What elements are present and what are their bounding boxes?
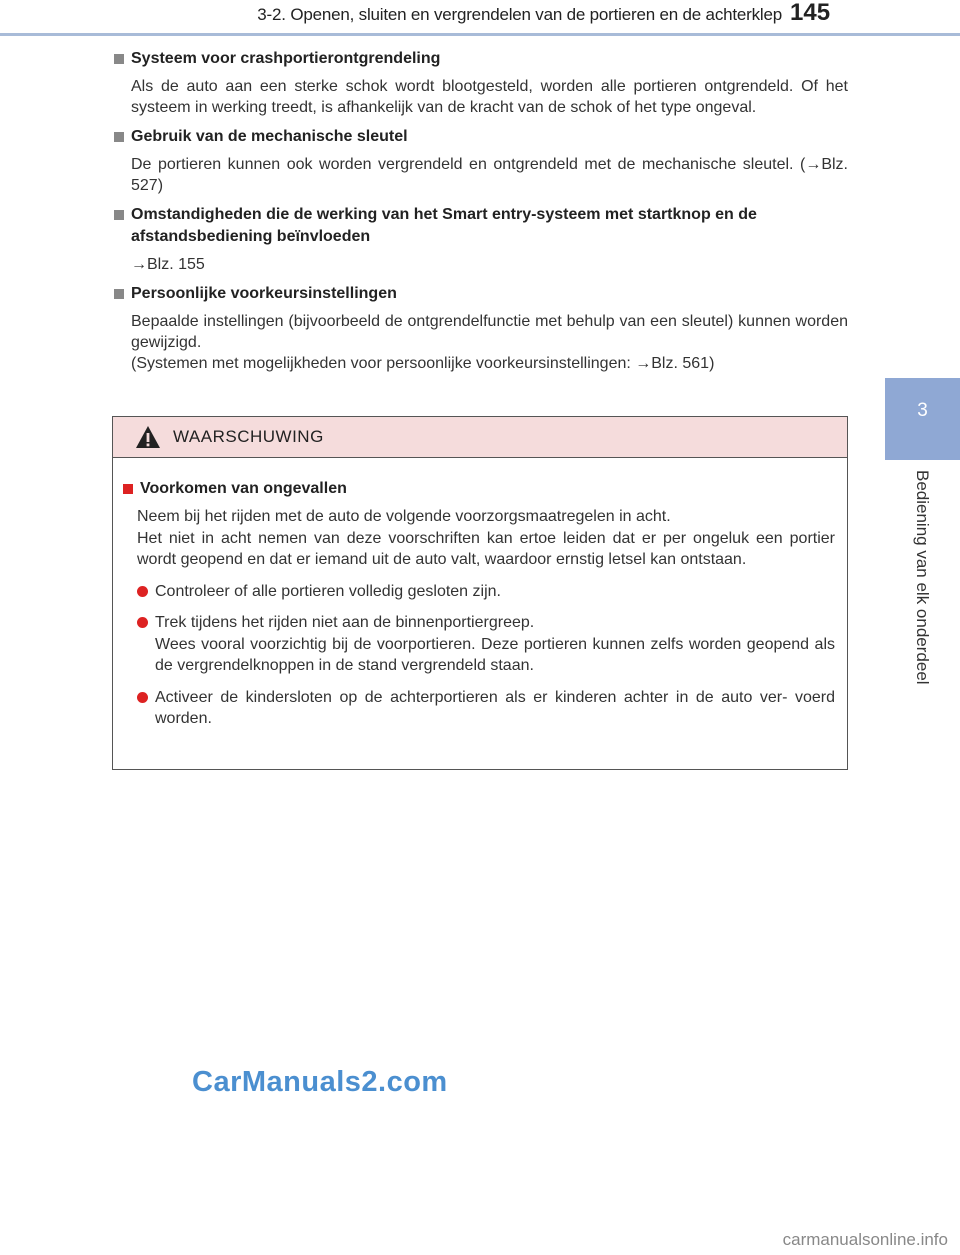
- warning-bullet-line: Wees vooral voorzichtig bij de voorportieren. Deze portieren kunnen zelfs worden geopend als de vergrendelknoppen in de stand vergrendeld staan.: [155, 635, 835, 674]
- red-dot-bullet-icon: [137, 617, 148, 628]
- red-dot-bullet-icon: [137, 692, 148, 703]
- chapter-tab[interactable]: [885, 378, 960, 460]
- warning-bullet-text: [155, 687, 835, 730]
- warning-bullet-line: Trek tijdens het rijden niet aan de binnenportiergreep.: [155, 614, 535, 631]
- square-bullet-icon: [114, 132, 124, 142]
- warning-subheading: [121, 478, 835, 500]
- section-heading: [112, 283, 848, 305]
- warning-triangle-icon: [135, 424, 161, 450]
- square-bullet-icon: [114, 54, 124, 64]
- warning-bullet-text: [155, 581, 835, 603]
- section-mechanical-key: [112, 126, 848, 196]
- section-heading-text: Systeem voor crashportierontgrendeling: [131, 50, 441, 67]
- section-personal-settings: [112, 283, 848, 374]
- section-heading: [112, 204, 848, 248]
- red-dot-bullet-icon: [137, 586, 148, 597]
- warning-intro: [137, 506, 835, 571]
- page-reference-link[interactable]: →Blz. 155: [131, 256, 205, 273]
- main-content: [112, 48, 848, 382]
- section-body: [131, 76, 848, 118]
- page-number: 145: [790, 0, 831, 26]
- section-paragraph: (Systemen met mogelijkheden voor persoonlijke voorkeursinstellingen: →Blz. 561): [131, 355, 715, 372]
- warning-bullet: [137, 687, 835, 730]
- warning-paragraph: Het niet in acht nemen van deze voorschriften kan ertoe leiden dat er per ongeluk een portier wordt geopend en dat er iemand uit de auto valt, waardoor ernstig letsel kan ontstaan.: [137, 529, 835, 568]
- watermark-carmanuals2: CarManuals2.com: [192, 1066, 448, 1098]
- warning-body: [113, 458, 847, 730]
- warning-bullet: [137, 612, 835, 677]
- section-heading: [112, 48, 848, 70]
- red-square-bullet-icon: [123, 484, 133, 494]
- page-header-title: 3-2. Openen, sluiten en vergrendelen van de portieren en de achterklep: [257, 5, 782, 24]
- warning-header: [113, 417, 847, 458]
- chapter-label: Bediening van elk onderdeel: [913, 470, 932, 685]
- section-body: [131, 154, 848, 196]
- section-body: [131, 254, 848, 275]
- chapter-number: 3: [917, 400, 928, 421]
- warning-paragraph: Neem bij het rijden met de auto de volgende voorzorgsmaatregelen in acht.: [137, 508, 671, 525]
- watermark-carmanualsonline: carmanualsonline.info: [782, 1230, 948, 1249]
- section-heading: [112, 126, 848, 148]
- warning-bullet-line: Controleer of alle portieren volledig gesloten zijn.: [155, 582, 501, 600]
- warning-subheading-text: Voorkomen van ongevallen: [140, 480, 347, 497]
- section-paragraph: Bepaalde instellingen (bijvoorbeeld de ontgrendelfunctie met behulp van een sleutel) kunnen worden gewijzigd.: [131, 313, 848, 351]
- warning-bullet-text: [155, 612, 835, 677]
- section-crash-unlock: [112, 48, 848, 118]
- square-bullet-icon: [114, 210, 124, 220]
- warning-box: [112, 416, 848, 770]
- section-smart-entry: [112, 204, 848, 275]
- chapter-label-wrap: [885, 470, 960, 720]
- warning-bullet: [137, 581, 835, 603]
- square-bullet-icon: [114, 289, 124, 299]
- section-heading-text: Gebruik van de mechanische sleutel: [131, 128, 408, 145]
- section-paragraph: Als de auto aan een sterke schok wordt blootgesteld, worden alle portieren ontgrendeld. Of het systeem in werking treedt, is afhankelijk van de kracht van de schok of het type ongeval.: [131, 78, 848, 116]
- header-rule: [0, 33, 960, 36]
- section-heading-text: Persoonlijke voorkeursinstellingen: [131, 285, 397, 302]
- warning-title: WAARSCHUWING: [173, 427, 324, 446]
- section-paragraph: De portieren kunnen ook worden vergrendeld en ontgrendeld met de mechanische sleutel. (→Blz. 527): [131, 156, 848, 194]
- section-heading-text: Omstandigheden die de werking van het Smart entry-systeem met startknop en de afstandsbediening beïnvloeden: [131, 206, 757, 245]
- warning-bullet-line: Activeer de kindersloten op de achterportieren als er kinderen achter in de auto ver- voerd worden.: [155, 688, 835, 727]
- section-body: [131, 311, 848, 374]
